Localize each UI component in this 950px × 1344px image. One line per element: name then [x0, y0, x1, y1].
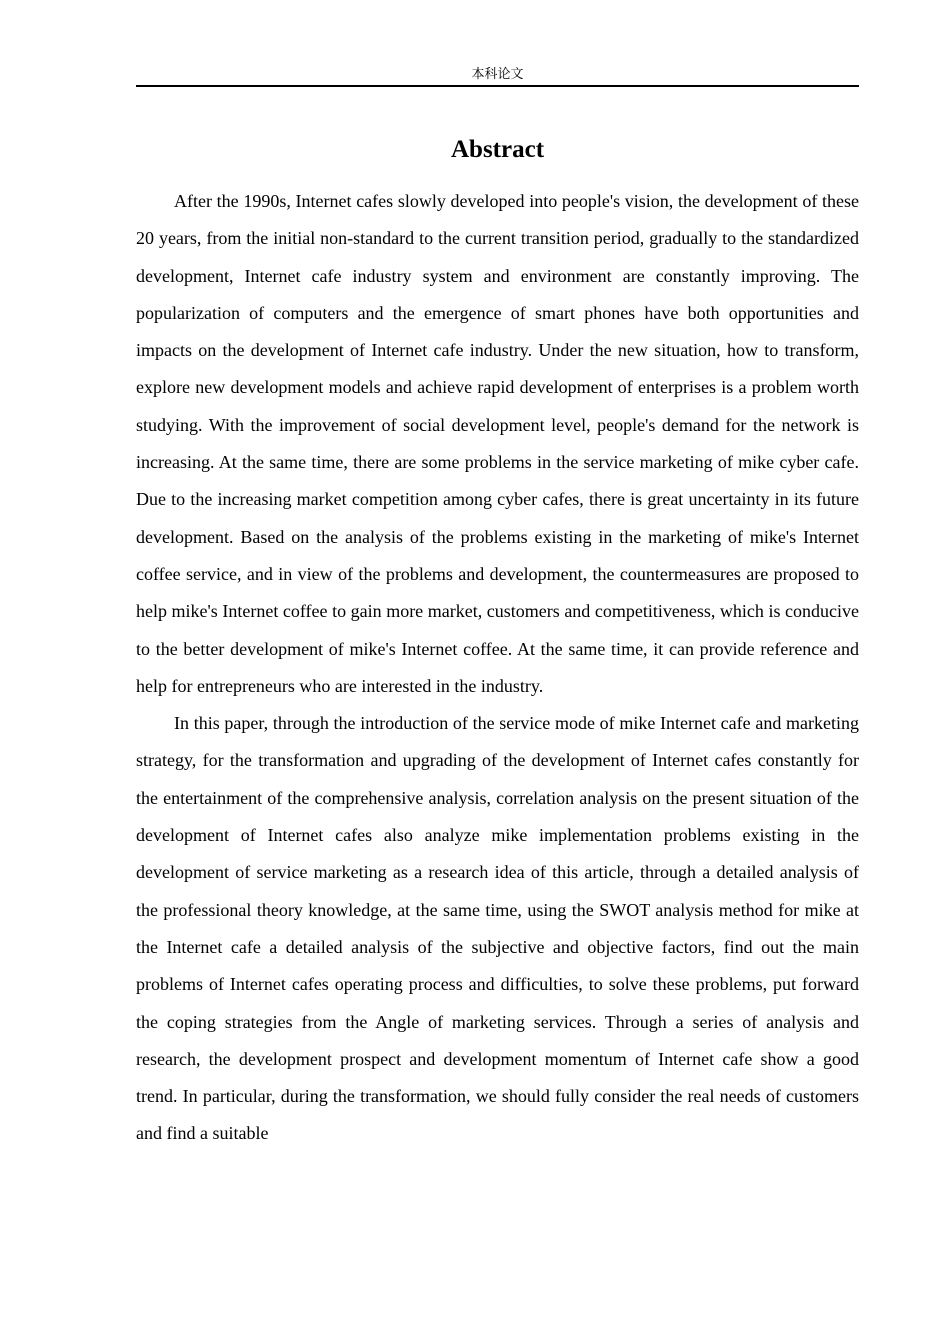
header-divider	[136, 85, 859, 87]
abstract-title: Abstract	[450, 136, 545, 163]
abstract-body	[136, 183, 859, 1153]
running-header: 本科论文	[471, 67, 524, 82]
abstract-paragraph-1: After the 1990s, Internet cafes slowly developed into people's vision, the development of these 20 years, from the initial non-standard to the current transition period, gradually to the standardized development, Internet cafe industry system and environment are constantly improving. The popularization of computers and the emergence of smart phones have both opportunities and impacts on the development of Internet cafe industry. Under the new situation, how to transform, explore new development models and achieve rapid development of enterprises is a problem worth studying. With the improvement of social development level, people's demand for the network is increasing. At the same time, there are some problems in the service marketing of mike cyber cafe. Due to the increasing market competition among cyber cafes, there is great uncertainty in its future development. Based on the analysis of the problems existing in the marketing of mike's Internet coffee service, and in view of the problems and development, the countermeasures are proposed to help mike's Internet coffee to gain more market, customers and competitiveness, which is conducive to the better development of mike's Internet coffee. At the same time, it can provide reference and help for entrepreneurs who are interested in the industry.	[136, 191, 859, 696]
abstract-paragraph-2: In this paper, through the introduction of the service mode of mike Internet cafe and marketing strategy, for the transformation and upgrading of the development of Internet cafes constantly for the entertainment of the comprehensive analysis, correlation analysis on the present situation of the development of Internet cafes also analyze mike implementation problems existing in the development of service marketing as a research idea of this article, through a detailed analysis of the professional theory knowledge, at the same time, using the SWOT analysis method for mike at the Internet cafe a detailed analysis of the subjective and objective factors, find out the main problems of Internet cafes operating process and difficulties, to solve these problems, put forward the coping strategies from the Angle of marketing services. Through a series of analysis and research, the development prospect and development momentum of Internet cafe show a good trend. In particular, during the transformation, we should fully consider the real needs of customers and find a suitable	[136, 713, 859, 1144]
